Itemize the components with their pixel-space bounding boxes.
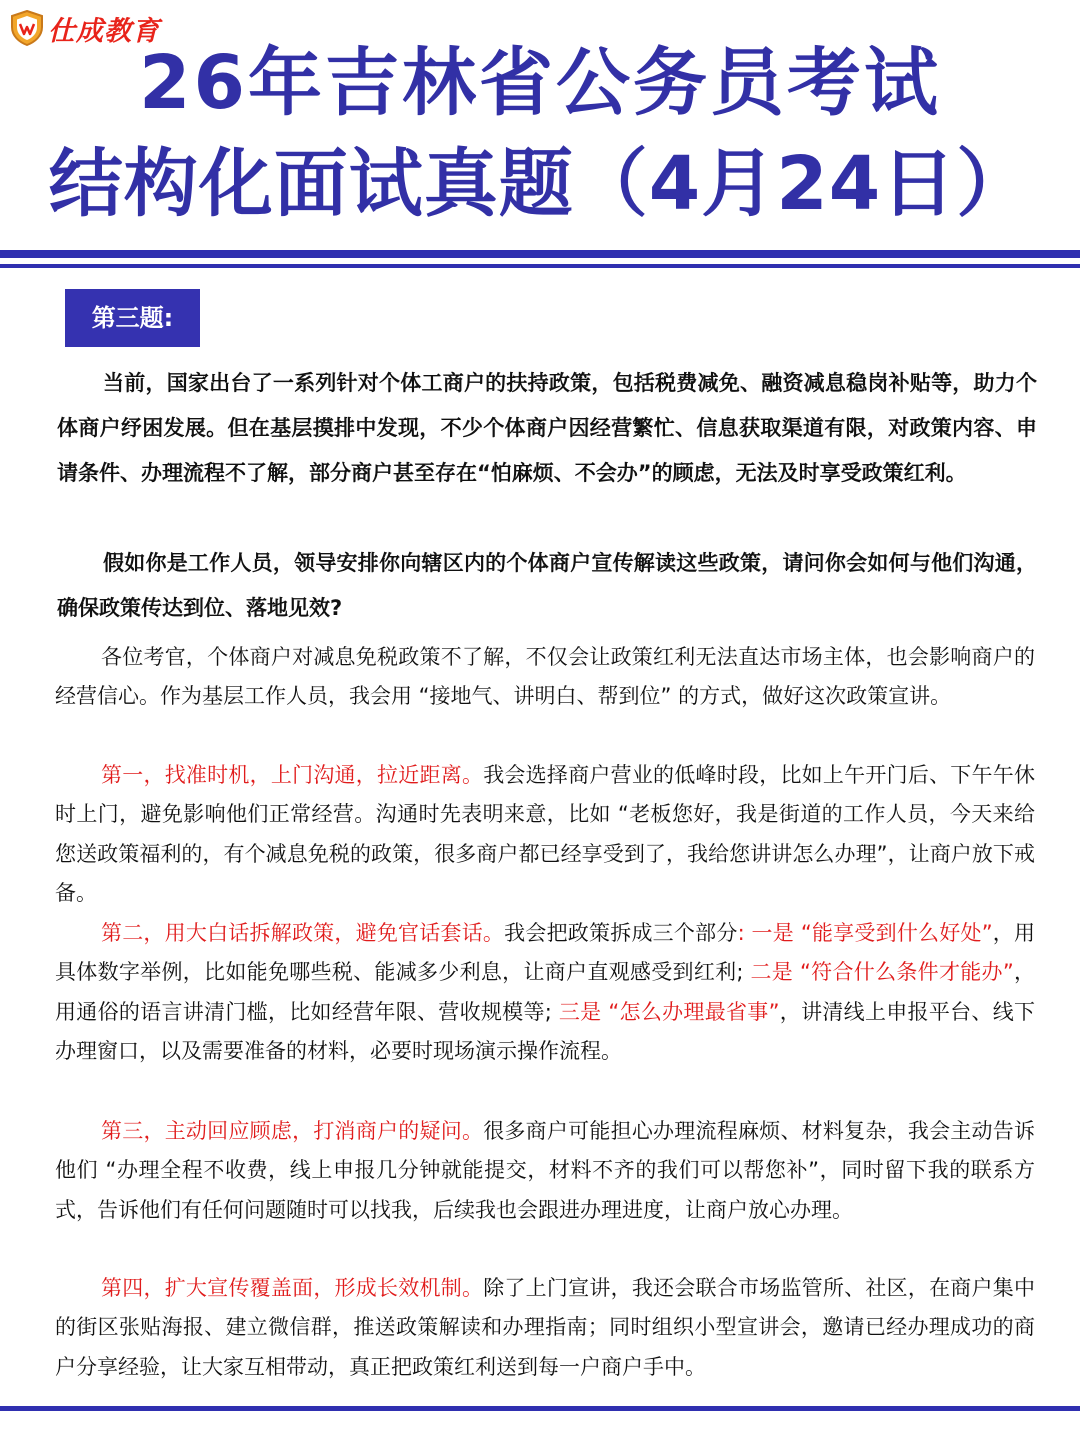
answer-intro-paragraph: 各位考官，个体商户对减息免税政策不了解，不仅会让政策红利无法直达市场主体，也会影响商户的经营信心。作为基层工作人员，我会用 “接地气、讲明白、帮到位” 的方式，做好这次政策宣讲。 bbox=[55, 645, 1035, 709]
answer-point-1-heading: 第一，找准时机，上门沟通，拉近距离。 bbox=[101, 763, 484, 787]
answer-point-4-heading: 第四，扩大宣传覆盖面，形成长效机制。 bbox=[101, 1276, 484, 1300]
answer-point-2-heading: 第二，用大白话拆解政策，避免官话套话。 bbox=[101, 921, 505, 945]
answer-point-2-first-text: ，用具体数字举例，比如能免哪些税、能减多少利息，让商户直观感受到红利; bbox=[55, 921, 1036, 985]
question-prompt-paragraph: 假如你是工作人员，领导安排你向辖区内的个体商户宣传解读这些政策，请问你会如何与他们沟通，确保政策传达到位、落地见效? bbox=[57, 551, 1037, 620]
footer-divider bbox=[0, 1406, 1080, 1411]
answer-point-2-third-label: 三是 “怎么办理最省事” bbox=[551, 999, 780, 1024]
answer-point-2 bbox=[55, 914, 1035, 1072]
answer-point-3-body: 很多商户可能担心办理流程麻烦、材料复杂，我会主动告诉他们 “办理全程不收费，线上申报几分钟就能提交，材料不齐的我们可以帮您补”，同时留下我的联系方式，告诉他们有任何问题随时可以找我，后续我也会跟进办理进度，让商户放心办理。 bbox=[55, 1119, 1035, 1222]
answer-point-2-second-text: ，用通俗的语言讲清门槛，比如经营年限、营收规模等; bbox=[55, 960, 1036, 1024]
answer-point-2-second-label: 二是 “符合什么条件才能办” bbox=[743, 960, 1014, 985]
answer-point-4 bbox=[55, 1269, 1035, 1387]
brand-name: 仕成教育 bbox=[48, 15, 160, 47]
answer-point-2-colon: : bbox=[737, 921, 745, 945]
header-divider-thin bbox=[0, 264, 1080, 268]
answer-point-2-third-text: ，讲清线上申报平台、线下办理窗口，以及需要准备的材料，必要时现场演示操作流程。 bbox=[55, 999, 1036, 1064]
answer-point-3 bbox=[55, 1112, 1035, 1230]
page-title-line-2: 结构化面试真题（4月24日） bbox=[48, 141, 1032, 227]
answer-point-1 bbox=[55, 756, 1035, 914]
page-title-line-1: 26年吉林省公务员考试 bbox=[139, 40, 941, 126]
answer-point-1-body: 我会选择商户营业的低峰时段，比如上午开门后、下午午休时上门，避免影响他们正常经营。沟通时先表明来意，比如 “老板您好，我是街道的工作人员，今天来给您送政策福利的，有个减息免税的政策，很多商户都已经享受到了，我给您讲讲怎么办理”，让商户放下戒备。 bbox=[55, 763, 1035, 906]
question-background-paragraph: 当前，国家出台了一系列针对个体工商户的扶持政策，包括税费减免、融资减息稳岗补贴等，助力个体商户纾困发展。但在基层摸排中发现，不少个体商户因经营繁忙、信息获取渠道有限，对政策内容、申请条件、办理流程不了解，部分商户甚至存在“怕麻烦、不会办”的顾虑，无法及时享受政策红利。 bbox=[57, 371, 1037, 485]
shield-logo-icon bbox=[10, 10, 44, 46]
question-number-badge: 第三题: bbox=[65, 289, 200, 347]
answer-point-4-body: 除了上门宣讲，我还会联合市场监管所、社区，在商户集中的街区张贴海报、建立微信群，推送政策解读和办理指南；同时组织小型宣讲会，邀请已经办理成功的商户分享经验，让大家互相带动，真正把政策红利送到每一户商户手中。 bbox=[55, 1276, 1035, 1379]
answer-point-3-heading: 第三，主动回应顾虑，打消商户的疑问。 bbox=[101, 1119, 484, 1143]
header-divider-thick bbox=[0, 250, 1080, 258]
answer-point-2-first-label: 一是 “能享受到什么好处” bbox=[744, 921, 993, 945]
brand-logo bbox=[10, 8, 160, 48]
answer-point-2-lead: 我会把政策拆成三个部分 bbox=[504, 921, 738, 945]
